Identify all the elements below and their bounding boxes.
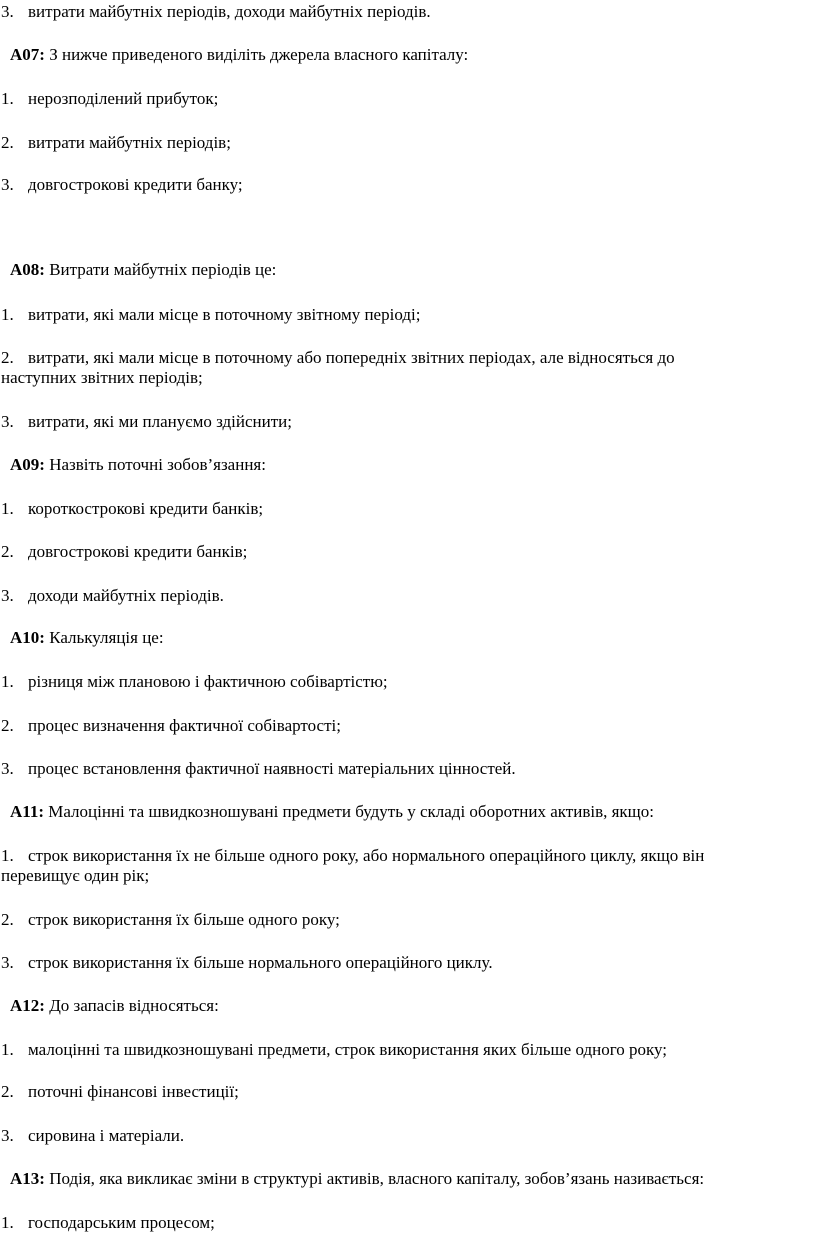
option-text: строк використання їх не більше одного року, або нормального операційного циклу, якщо він — [28, 846, 705, 865]
answer-option — [0, 1082, 816, 1102]
answer-option — [0, 1126, 816, 1146]
answer-option — [0, 412, 816, 432]
option-text: довгострокові кредити банку; — [28, 175, 243, 194]
option-number: 2. — [1, 542, 14, 561]
option-text: малоцінні та швидкозношувані предмети, строк використання яких більше одного року; — [28, 1040, 668, 1059]
option-number: 1. — [1, 846, 14, 865]
option-text: витрати, які ми плануємо здійснити; — [28, 412, 292, 431]
option-text: строк використання їх більше одного року; — [28, 910, 340, 929]
option-number: 2. — [1, 133, 14, 152]
option-text: короткострокові кредити банків; — [28, 499, 264, 518]
option-text: витрати, які мали місце в поточному звітному періоді; — [28, 305, 421, 324]
question-id: А09: — [10, 455, 45, 474]
answer-option — [0, 133, 816, 153]
option-text: витрати майбутніх періодів, доходи майбутніх періодів. — [28, 2, 431, 21]
answer-option — [0, 305, 816, 325]
answer-option — [0, 846, 816, 866]
question-heading — [0, 45, 816, 65]
answer-option — [0, 89, 816, 109]
option-text: процес визначення фактичної собівартості; — [28, 716, 341, 735]
question-heading — [0, 260, 816, 280]
answer-option — [0, 910, 816, 930]
question-text: Витрати майбутніх періодів це: — [44, 260, 277, 279]
option-number: 1. — [1, 1213, 14, 1232]
answer-option — [0, 716, 816, 736]
option-text: доходи майбутніх періодів. — [28, 586, 224, 605]
answer-option — [0, 953, 816, 973]
option-number: 3. — [1, 2, 14, 21]
option-text: сировина і матеріали. — [28, 1126, 185, 1145]
option-text-continuation: наступних звітних періодів; — [1, 368, 203, 387]
question-text: До запасів відносяться: — [44, 996, 219, 1015]
question-text: З нижче приведеного виділіть джерела власного капіталу: — [44, 45, 469, 64]
option-number: 3. — [1, 175, 14, 194]
question-id: А13: — [10, 1169, 45, 1188]
answer-option — [0, 672, 816, 692]
option-number: 2. — [1, 716, 14, 735]
question-text: Назвіть поточні зобов’язання: — [44, 455, 266, 474]
answer-option — [0, 759, 816, 779]
answer-option — [0, 2, 816, 22]
answer-option — [0, 586, 816, 606]
question-id: А07: — [10, 45, 45, 64]
option-text: строк використання їх більше нормального операційного циклу. — [28, 953, 493, 972]
answer-option — [0, 1213, 816, 1233]
option-number: 1. — [1, 672, 14, 691]
option-number: 2. — [1, 348, 14, 367]
option-text: нерозподілений прибуток; — [28, 89, 219, 108]
question-heading — [0, 1169, 816, 1189]
question-id: А08: — [10, 260, 45, 279]
option-number: 3. — [1, 586, 14, 605]
question-text: Подія, яка викликає зміни в структурі активів, власного капіталу, зобов’язань називається: — [44, 1169, 705, 1188]
option-text: господарським процесом; — [28, 1213, 215, 1232]
option-number: 1. — [1, 499, 14, 518]
option-text: різниця між плановою і фактичною собівартістю; — [28, 672, 388, 691]
option-number: 3. — [1, 953, 14, 972]
question-id: А11: — [10, 802, 44, 821]
question-heading — [0, 802, 816, 822]
option-text: поточні фінансові інвестиції; — [28, 1082, 239, 1101]
answer-option — [0, 499, 816, 519]
answer-option — [0, 175, 816, 195]
option-number: 2. — [1, 1082, 14, 1101]
question-text: Малоцінні та швидкозношувані предмети будуть у складі оборотних активів, якщо: — [44, 802, 654, 821]
option-text: витрати майбутніх періодів; — [28, 133, 231, 152]
option-text: витрати, які мали місце в поточному або попередніх звітних періодах, але відносяться до — [28, 348, 675, 367]
question-id: А10: — [10, 628, 45, 647]
option-number: 3. — [1, 412, 14, 431]
option-number: 1. — [1, 1040, 14, 1059]
answer-option-continuation — [0, 368, 816, 388]
option-text-continuation: перевищує один рік; — [1, 866, 150, 885]
question-text: Калькуляція це: — [44, 628, 164, 647]
question-heading — [0, 455, 816, 475]
answer-option — [0, 348, 816, 368]
option-text: процес встановлення фактичної наявності матеріальних цінностей. — [28, 759, 516, 778]
option-number: 3. — [1, 759, 14, 778]
answer-option-continuation — [0, 866, 816, 886]
option-number: 1. — [1, 89, 14, 108]
option-text: довгострокові кредити банків; — [28, 542, 248, 561]
answer-option — [0, 1040, 816, 1060]
question-heading — [0, 628, 816, 648]
question-heading — [0, 996, 816, 1016]
option-number: 2. — [1, 910, 14, 929]
question-id: А12: — [10, 996, 45, 1015]
option-number: 1. — [1, 305, 14, 324]
answer-option — [0, 542, 816, 562]
option-number: 3. — [1, 1126, 14, 1145]
